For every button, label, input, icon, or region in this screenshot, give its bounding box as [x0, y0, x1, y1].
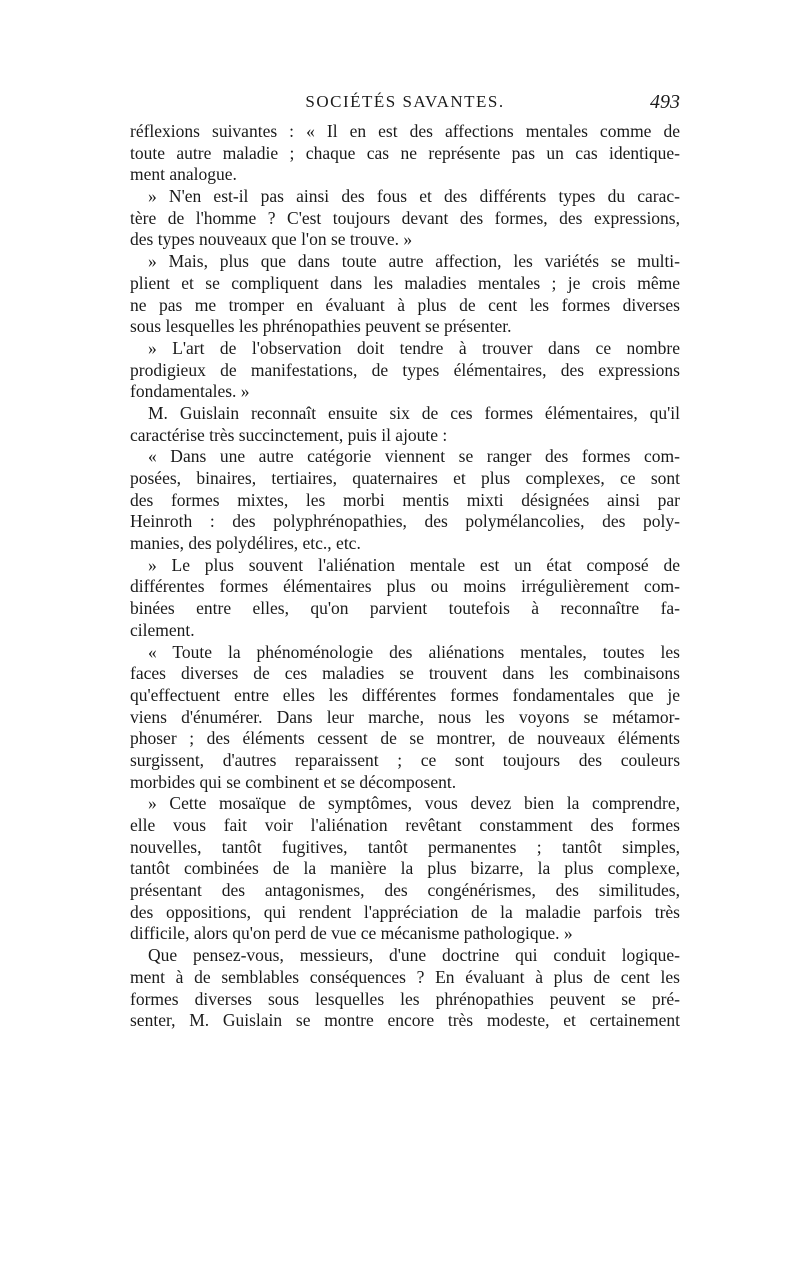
text-line: » N'en est-il pas ainsi des fous et des différents types du carac- [148, 186, 680, 207]
text-line: manies, des polydélires, etc., etc. [130, 533, 361, 554]
text-line: différentes formes élémentaires plus ou moins irrégulièrement com- [130, 576, 680, 597]
text-line: » Mais, plus que dans toute autre affection, les variétés se multi- [148, 251, 680, 272]
running-title: SOCIÉTÉS SAVANTES. [305, 92, 505, 111]
text-line: tantôt combinées de la manière la plus bizarre, la plus complexe, [130, 858, 680, 879]
text-line: » L'art de l'observation doit tendre à trouver dans ce nombre [148, 337, 680, 358]
text-line: faces diverses de ces maladies se trouvent dans les combinaisons [130, 663, 680, 684]
body-text [130, 121, 680, 1032]
text-line: « Toute la phénoménologie des aliénations mentales, toutes les [148, 641, 680, 662]
text-line: surgissent, d'autres reparaissent ; ce sont toujours des couleurs [130, 749, 680, 770]
text-line: ment à de semblables conséquences ? En évaluant à plus de cent les [130, 966, 680, 987]
text-line: sous lesquelles les phrénopathies peuvent se présenter. [130, 316, 512, 337]
text-line: réflexions suivantes : « Il en est des affections mentales comme de [130, 121, 680, 141]
text-line: » Cette mosaïque de symptômes, vous devez bien la comprendre, [148, 793, 680, 814]
text-line: » Le plus souvent l'aliénation mentale est un état composé de [148, 554, 680, 575]
text-line: formes diverses sous lesquelles les phrénopathies peuvent se pré- [130, 988, 680, 1009]
text-line: phoser ; des éléments cessent de se montrer, de nouveaux éléments [130, 728, 680, 749]
text-line: des oppositions, qui rendent l'appréciation de la maladie parfois très [130, 901, 680, 922]
text-line: des formes mixtes, les morbi mentis mixti désignées ainsi par [130, 489, 680, 510]
text-line: difficile, alors qu'on perd de vue ce mécanisme pathologique. » [130, 923, 573, 944]
text-line: posées, binaires, tertiaires, quaternaires et plus complexes, ce sont [130, 468, 680, 488]
text-line: elle vous fait voir l'aliénation revêtant constamment des formes [130, 815, 680, 835]
text-line: senter, M. Guislain se montre encore très modeste, et certainement [130, 1010, 680, 1031]
running-head [130, 90, 680, 114]
text-line: des types nouveaux que l'on se trouve. » [130, 229, 413, 250]
text-line: Heinroth : des polyphrénopathies, des polymélancolies, des poly- [130, 511, 680, 532]
text-line: binées entre elles, qu'on parvient toutefois à reconnaître fa- [130, 598, 680, 619]
text-line: tère de l'homme ? C'est toujours devant des formes, des expressions, [130, 207, 680, 228]
text-line: M. Guislain reconnaît ensuite six de ces formes élémentaires, qu'il [148, 402, 680, 423]
text-line: fondamentales. » [130, 381, 250, 402]
text-line: prodigieux de manifestations, de types élémentaires, des expressions [130, 359, 680, 380]
text-line: caractérise très succinctement, puis il ajoute : [130, 424, 448, 445]
text-line: nouvelles, tantôt fugitives, tantôt permanentes ; tantôt simples, [130, 836, 680, 857]
text-line: plient et se compliquent dans les maladies mentales ; je crois même [130, 272, 680, 293]
text-line: Que pensez-vous, messieurs, d'une doctrine qui conduit logique- [148, 945, 680, 966]
text-line: « Dans une autre catégorie viennent se ranger des formes com- [148, 446, 680, 467]
text-line: viens d'énumérer. Dans leur marche, nous les voyons se métamor- [130, 706, 680, 727]
text-line: qu'effectuent entre elles les différentes formes fondamentales que je [130, 684, 680, 705]
text-line: cilement. [130, 619, 195, 640]
text-line: toute autre maladie ; chaque cas ne représente pas un cas identique- [130, 142, 680, 163]
text-line: morbides qui se combinent et se décomposent. [130, 771, 457, 792]
page-number: 493 [650, 91, 680, 113]
text-line: ne pas me tromper en évaluant à plus de cent les formes diverses [130, 294, 680, 315]
text-line: ment analogue. [130, 164, 237, 185]
text-line: présentant des antagonismes, des congénérismes, des similitudes, [130, 880, 680, 901]
